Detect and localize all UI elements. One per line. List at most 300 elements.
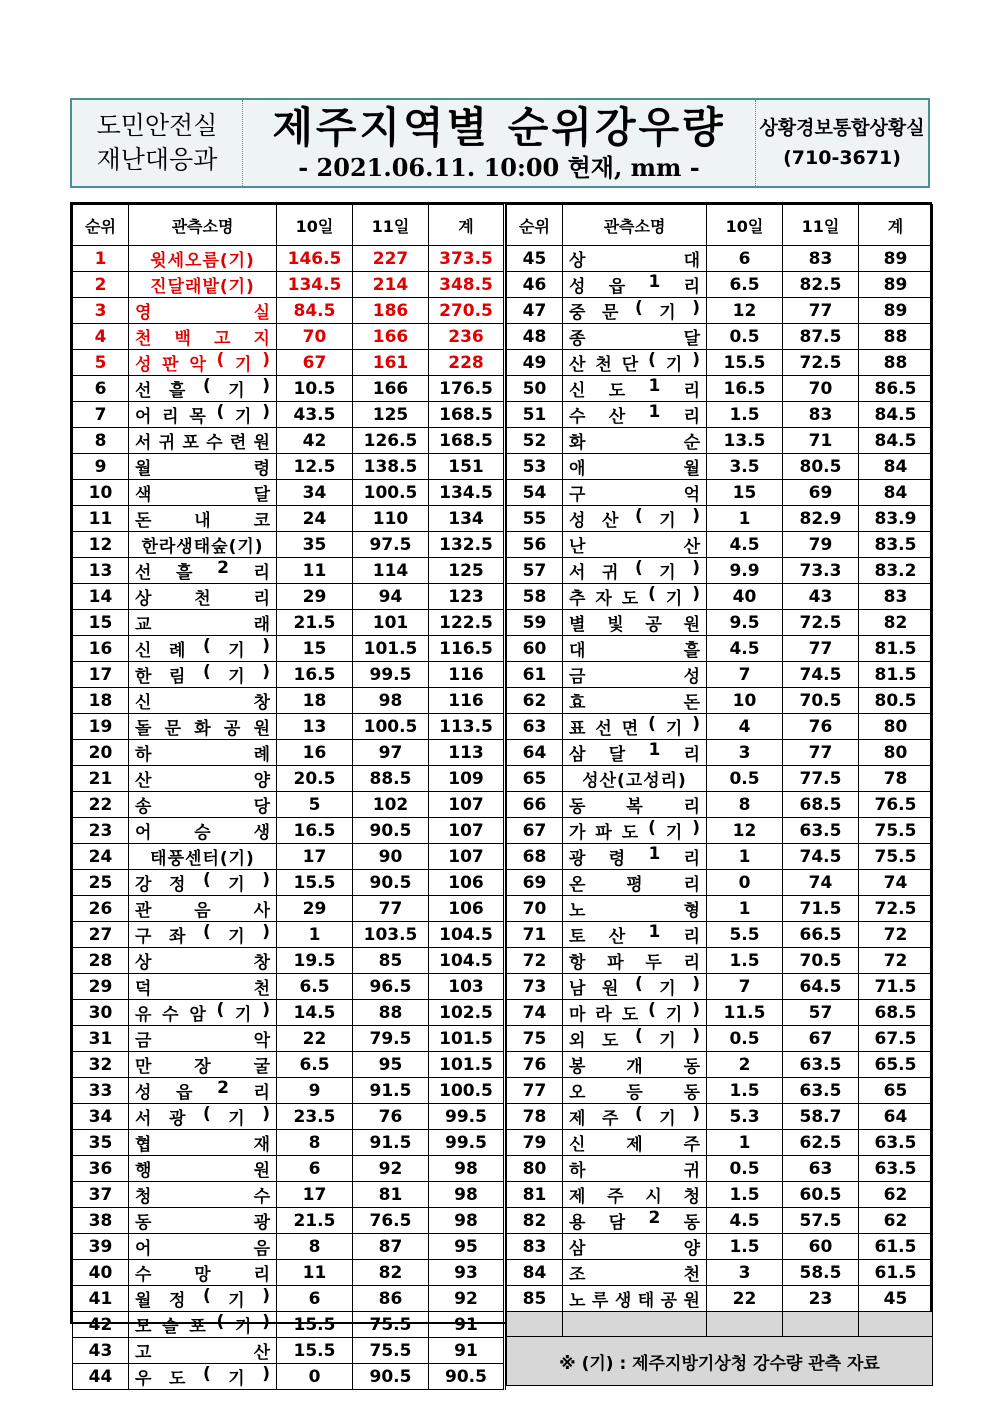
day11-cell: 79.5 — [353, 1026, 429, 1052]
station-name: 진달래밭(기) — [150, 277, 255, 297]
col-day11: 11일 — [783, 205, 859, 246]
station-cell — [129, 584, 277, 610]
station-cell — [563, 1156, 707, 1182]
total-cell: 116 — [429, 662, 505, 688]
rank-cell: 50 — [507, 376, 563, 402]
station-cell — [129, 714, 277, 740]
rank-cell: 79 — [507, 1130, 563, 1156]
day10-cell: 9.9 — [707, 558, 783, 584]
day10-cell: 15 — [277, 636, 353, 662]
station-cell — [129, 1104, 277, 1130]
table-row — [73, 428, 505, 454]
station-name: 협 재 — [135, 1135, 270, 1155]
total-cell: 95 — [429, 1234, 505, 1260]
station-name: 성산(고성리) — [582, 771, 687, 791]
station-cell — [563, 506, 707, 532]
station-cell — [129, 1286, 277, 1312]
day11-cell: 87 — [353, 1234, 429, 1260]
rank-cell: 63 — [507, 714, 563, 740]
table-row — [507, 896, 933, 922]
day10-cell: 1 — [277, 922, 353, 948]
total-cell: 92 — [429, 1286, 505, 1312]
station-cell — [563, 688, 707, 714]
table-row — [73, 1338, 505, 1364]
day10-cell: 4.5 — [707, 1208, 783, 1234]
total-cell: 45 — [859, 1286, 933, 1312]
day11-cell: 76 — [353, 1104, 429, 1130]
note-row — [507, 1337, 933, 1386]
day10-cell: 20.5 — [277, 766, 353, 792]
day10-cell: 1.5 — [707, 1078, 783, 1104]
station-cell — [129, 532, 277, 558]
total-cell: 132.5 — [429, 532, 505, 558]
title-block — [243, 100, 756, 186]
day10-cell: 17 — [277, 1182, 353, 1208]
day11-cell: 77 — [783, 298, 859, 324]
table-row — [507, 454, 933, 480]
rank-cell: 66 — [507, 792, 563, 818]
station-name: 선 흘 2 리 — [135, 558, 270, 583]
rank-cell: 12 — [73, 532, 129, 558]
day10-cell: 18 — [277, 688, 353, 714]
station-name: 송 당 — [135, 797, 270, 817]
table-row — [73, 298, 505, 324]
total-cell: 228 — [429, 350, 505, 376]
table-row — [507, 1000, 933, 1026]
day10-cell: 8 — [707, 792, 783, 818]
day10-cell: 1 — [707, 896, 783, 922]
rank-cell: 32 — [73, 1052, 129, 1078]
table-row — [507, 350, 933, 376]
station-cell — [129, 1338, 277, 1364]
station-cell — [563, 922, 707, 948]
day11-cell: 95 — [353, 1052, 429, 1078]
day10-cell: 3.5 — [707, 454, 783, 480]
total-cell: 72 — [859, 922, 933, 948]
station-name: 성 판 악 ( 기 ) — [135, 350, 270, 375]
day11-cell: 227 — [353, 246, 429, 272]
station-name: 가 파 도 ( 기 ) — [569, 818, 700, 843]
table-row — [73, 1130, 505, 1156]
day11-cell: 97.5 — [353, 532, 429, 558]
total-cell: 116.5 — [429, 636, 505, 662]
station-cell — [129, 454, 277, 480]
station-cell — [129, 818, 277, 844]
table-row — [507, 558, 933, 584]
day10-cell: 13.5 — [707, 428, 783, 454]
station-name: 마 라 도 ( 기 ) — [569, 1000, 700, 1025]
table-row — [507, 1286, 933, 1312]
table-row — [507, 272, 933, 298]
station-name: 모 슬 포 ( 기 ) — [135, 1312, 270, 1337]
table-row — [73, 1156, 505, 1182]
station-name: 노 형 — [569, 901, 700, 921]
station-cell — [563, 350, 707, 376]
station-name: 온 평 리 — [569, 875, 700, 895]
station-name: 구 억 — [569, 485, 700, 505]
station-name: 삼 양 — [569, 1239, 700, 1259]
day10-cell: 84.5 — [277, 298, 353, 324]
total-cell: 91 — [429, 1338, 505, 1364]
day10-cell: 0.5 — [707, 1026, 783, 1052]
day11-cell: 57 — [783, 1000, 859, 1026]
day11-cell: 70.5 — [783, 688, 859, 714]
day11-cell: 77 — [783, 740, 859, 766]
day11-cell: 186 — [353, 298, 429, 324]
rank-cell: 51 — [507, 402, 563, 428]
day11-cell: 68.5 — [783, 792, 859, 818]
total-cell: 104.5 — [429, 922, 505, 948]
table-row — [73, 1182, 505, 1208]
day10-cell: 21.5 — [277, 1208, 353, 1234]
total-cell: 64 — [859, 1104, 933, 1130]
total-cell: 61.5 — [859, 1234, 933, 1260]
day10-cell: 15 — [707, 480, 783, 506]
table-row — [73, 1000, 505, 1026]
day11-cell: 72.5 — [783, 350, 859, 376]
table-row — [73, 532, 505, 558]
station-cell — [563, 1026, 707, 1052]
day11-cell: 73.3 — [783, 558, 859, 584]
total-cell: 71.5 — [859, 974, 933, 1000]
rank-cell: 29 — [73, 974, 129, 1000]
table-row — [507, 1078, 933, 1104]
table-row — [73, 246, 505, 272]
table-header-row — [73, 205, 505, 246]
day11-cell: 69 — [783, 480, 859, 506]
table-row — [73, 402, 505, 428]
rank-cell: 49 — [507, 350, 563, 376]
total-cell: 81.5 — [859, 636, 933, 662]
station-name: 고 산 — [135, 1343, 270, 1363]
table-row — [73, 714, 505, 740]
day10-cell: 12.5 — [277, 454, 353, 480]
station-name: 광 령 1 리 — [569, 844, 700, 869]
total-cell: 106 — [429, 896, 505, 922]
station-cell — [563, 948, 707, 974]
rank-cell: 7 — [73, 402, 129, 428]
table-row — [73, 766, 505, 792]
day11-cell: 85 — [353, 948, 429, 974]
page-title: 제주지역별 순위강우량 — [272, 103, 726, 152]
rank-cell: 57 — [507, 558, 563, 584]
table-row — [507, 1130, 933, 1156]
table-row — [507, 1234, 933, 1260]
day10-cell: 4.5 — [707, 532, 783, 558]
station-cell — [563, 1286, 707, 1312]
rank-cell: 47 — [507, 298, 563, 324]
table-row — [507, 324, 933, 350]
day11-cell: 58.7 — [783, 1104, 859, 1130]
total-cell: 80.5 — [859, 688, 933, 714]
station-name: 선 흘 ( 기 ) — [135, 376, 270, 401]
office-phone: (710-3671) — [783, 147, 901, 169]
day10-cell: 29 — [277, 584, 353, 610]
station-cell — [129, 558, 277, 584]
station-name: 하 귀 — [569, 1161, 700, 1181]
total-cell: 99.5 — [429, 1130, 505, 1156]
empty-cell — [859, 1312, 933, 1337]
station-name: 상 천 리 — [135, 589, 270, 609]
station-name: 산 천 단 ( 기 ) — [569, 350, 700, 375]
col-total: 계 — [859, 205, 933, 246]
station-cell — [563, 402, 707, 428]
day10-cell: 1 — [707, 844, 783, 870]
table-row — [73, 792, 505, 818]
day10-cell: 12 — [707, 818, 783, 844]
rank-cell: 11 — [73, 506, 129, 532]
day10-cell: 8 — [277, 1130, 353, 1156]
day11-cell: 60.5 — [783, 1182, 859, 1208]
total-cell: 78 — [859, 766, 933, 792]
rank-cell: 53 — [507, 454, 563, 480]
day11-cell: 94 — [353, 584, 429, 610]
rank-cell: 25 — [73, 870, 129, 896]
day11-cell: 75.5 — [353, 1312, 429, 1338]
day10-cell: 1 — [707, 1130, 783, 1156]
day11-cell: 98 — [353, 688, 429, 714]
day11-cell: 64.5 — [783, 974, 859, 1000]
rank-cell: 5 — [73, 350, 129, 376]
table-row — [507, 246, 933, 272]
station-name: 동 광 — [135, 1213, 270, 1233]
station-cell — [563, 584, 707, 610]
table-row — [73, 1208, 505, 1234]
station-name: 중 문 ( 기 ) — [569, 298, 700, 323]
station-cell — [129, 506, 277, 532]
day11-cell: 82.5 — [783, 272, 859, 298]
day11-cell: 81 — [353, 1182, 429, 1208]
station-name: 구 좌 ( 기 ) — [135, 922, 270, 947]
day10-cell: 7 — [707, 974, 783, 1000]
station-cell — [129, 480, 277, 506]
table-row — [73, 688, 505, 714]
day10-cell: 6 — [277, 1156, 353, 1182]
total-cell: 84.5 — [859, 402, 933, 428]
rank-cell: 34 — [73, 1104, 129, 1130]
rank-cell: 58 — [507, 584, 563, 610]
day11-cell: 99.5 — [353, 662, 429, 688]
rank-cell: 14 — [73, 584, 129, 610]
station-cell — [129, 1260, 277, 1286]
table-row — [507, 662, 933, 688]
station-cell — [129, 948, 277, 974]
station-cell — [563, 1104, 707, 1130]
rank-cell: 48 — [507, 324, 563, 350]
station-name: 종 달 — [569, 329, 700, 349]
station-cell — [563, 428, 707, 454]
day11-cell: 70.5 — [783, 948, 859, 974]
station-name: 애 월 — [569, 459, 700, 479]
day10-cell: 2 — [707, 1052, 783, 1078]
station-cell — [563, 870, 707, 896]
table-row — [507, 610, 933, 636]
day11-cell: 63.5 — [783, 1078, 859, 1104]
station-name: 금 악 — [135, 1031, 270, 1051]
total-cell: 107 — [429, 818, 505, 844]
station-cell — [129, 298, 277, 324]
day11-cell: 72.5 — [783, 610, 859, 636]
total-cell: 125 — [429, 558, 505, 584]
total-cell: 80 — [859, 714, 933, 740]
day11-cell: 82.9 — [783, 506, 859, 532]
rank-cell: 19 — [73, 714, 129, 740]
rank-cell: 8 — [73, 428, 129, 454]
day10-cell: 16 — [277, 740, 353, 766]
station-cell — [129, 922, 277, 948]
total-cell: 89 — [859, 272, 933, 298]
day10-cell: 0 — [277, 1364, 353, 1390]
station-cell — [563, 610, 707, 636]
day11-cell: 101.5 — [353, 636, 429, 662]
total-cell: 84.5 — [859, 428, 933, 454]
day11-cell: 63.5 — [783, 818, 859, 844]
day10-cell: 15.5 — [707, 350, 783, 376]
station-cell — [563, 974, 707, 1000]
total-cell: 83.5 — [859, 532, 933, 558]
total-cell: 103 — [429, 974, 505, 1000]
station-name: 교 래 — [135, 615, 270, 635]
day11-cell: 90.5 — [353, 818, 429, 844]
day11-cell: 125 — [353, 402, 429, 428]
day11-cell: 62.5 — [783, 1130, 859, 1156]
table-row — [507, 298, 933, 324]
rank-cell: 9 — [73, 454, 129, 480]
day10-cell: 1.5 — [707, 402, 783, 428]
day10-cell: 42 — [277, 428, 353, 454]
day11-cell: 57.5 — [783, 1208, 859, 1234]
day10-cell: 22 — [277, 1026, 353, 1052]
table-row — [507, 480, 933, 506]
rank-cell: 31 — [73, 1026, 129, 1052]
table-row — [73, 584, 505, 610]
day11-cell: 79 — [783, 532, 859, 558]
col-rank: 순위 — [73, 205, 129, 246]
total-cell: 236 — [429, 324, 505, 350]
day10-cell: 5 — [277, 792, 353, 818]
total-cell: 84 — [859, 454, 933, 480]
rank-cell: 15 — [73, 610, 129, 636]
station-cell — [563, 558, 707, 584]
total-cell: 176.5 — [429, 376, 505, 402]
table-row — [73, 818, 505, 844]
day11-cell: 166 — [353, 324, 429, 350]
station-cell — [129, 792, 277, 818]
day11-cell: 90.5 — [353, 870, 429, 896]
station-name: 노 루 생 태 공 원 — [569, 1291, 700, 1311]
total-cell: 61.5 — [859, 1260, 933, 1286]
total-cell: 134.5 — [429, 480, 505, 506]
rank-cell: 64 — [507, 740, 563, 766]
day11-cell: 86 — [353, 1286, 429, 1312]
total-cell: 65 — [859, 1078, 933, 1104]
day10-cell: 24 — [277, 506, 353, 532]
station-name: 삼 달 1 리 — [569, 740, 700, 765]
rank-cell: 62 — [507, 688, 563, 714]
station-cell — [129, 428, 277, 454]
table-row — [507, 844, 933, 870]
page-subtitle: - 2021.06.11. 10:00 현재, mm - — [298, 153, 700, 182]
rank-cell: 85 — [507, 1286, 563, 1312]
day10-cell: 10.5 — [277, 376, 353, 402]
rank-cell: 13 — [73, 558, 129, 584]
station-name: 강 정 ( 기 ) — [135, 870, 270, 895]
rank-cell: 67 — [507, 818, 563, 844]
station-cell — [563, 1260, 707, 1286]
station-name: 제 주 ( 기 ) — [569, 1104, 700, 1129]
table-row — [507, 402, 933, 428]
day10-cell: 6.5 — [277, 974, 353, 1000]
day11-cell: 74.5 — [783, 662, 859, 688]
day11-cell: 66.5 — [783, 922, 859, 948]
total-cell: 89 — [859, 246, 933, 272]
rank-cell: 61 — [507, 662, 563, 688]
day11-cell: 71.5 — [783, 896, 859, 922]
day11-cell: 77.5 — [783, 766, 859, 792]
day11-cell: 88.5 — [353, 766, 429, 792]
rank-cell: 68 — [507, 844, 563, 870]
day11-cell: 100.5 — [353, 714, 429, 740]
footnote: ※ (기) : 제주지방기상청 강수량 관측 자료 — [507, 1337, 933, 1386]
station-cell — [563, 324, 707, 350]
station-cell — [129, 246, 277, 272]
rank-cell: 28 — [73, 948, 129, 974]
rank-cell: 45 — [507, 246, 563, 272]
rank-cell: 30 — [73, 1000, 129, 1026]
total-cell: 65.5 — [859, 1052, 933, 1078]
station-cell — [563, 376, 707, 402]
rank-cell: 72 — [507, 948, 563, 974]
table-row — [73, 1052, 505, 1078]
rank-cell: 70 — [507, 896, 563, 922]
station-name: 어 승 생 — [135, 823, 270, 843]
col-station: 관측소명 — [563, 205, 707, 246]
rank-cell: 23 — [73, 818, 129, 844]
rank-cell: 83 — [507, 1234, 563, 1260]
day11-cell: 77 — [783, 636, 859, 662]
total-cell: 80 — [859, 740, 933, 766]
station-cell — [563, 272, 707, 298]
day10-cell: 0.5 — [707, 1156, 783, 1182]
station-name: 유 수 암 ( 기 ) — [135, 1000, 270, 1025]
total-cell: 62 — [859, 1182, 933, 1208]
table-row — [507, 1104, 933, 1130]
table-row — [73, 662, 505, 688]
table-row — [507, 818, 933, 844]
rank-cell: 76 — [507, 1052, 563, 1078]
table-row — [73, 350, 505, 376]
total-cell: 134 — [429, 506, 505, 532]
day11-cell: 58.5 — [783, 1260, 859, 1286]
col-day10: 10일 — [277, 205, 353, 246]
station-cell — [129, 376, 277, 402]
empty-cell — [507, 1312, 563, 1337]
day10-cell: 11.5 — [707, 1000, 783, 1026]
day10-cell: 15.5 — [277, 1338, 353, 1364]
total-cell: 89 — [859, 298, 933, 324]
rank-cell: 73 — [507, 974, 563, 1000]
rainfall-table-left — [72, 204, 506, 1390]
day10-cell: 0.5 — [707, 324, 783, 350]
col-day10: 10일 — [707, 205, 783, 246]
day11-cell: 161 — [353, 350, 429, 376]
rank-cell: 27 — [73, 922, 129, 948]
table-row — [73, 1364, 505, 1390]
station-cell — [129, 766, 277, 792]
total-cell: 116 — [429, 688, 505, 714]
station-cell — [129, 844, 277, 870]
station-name: 조 천 — [569, 1265, 700, 1285]
